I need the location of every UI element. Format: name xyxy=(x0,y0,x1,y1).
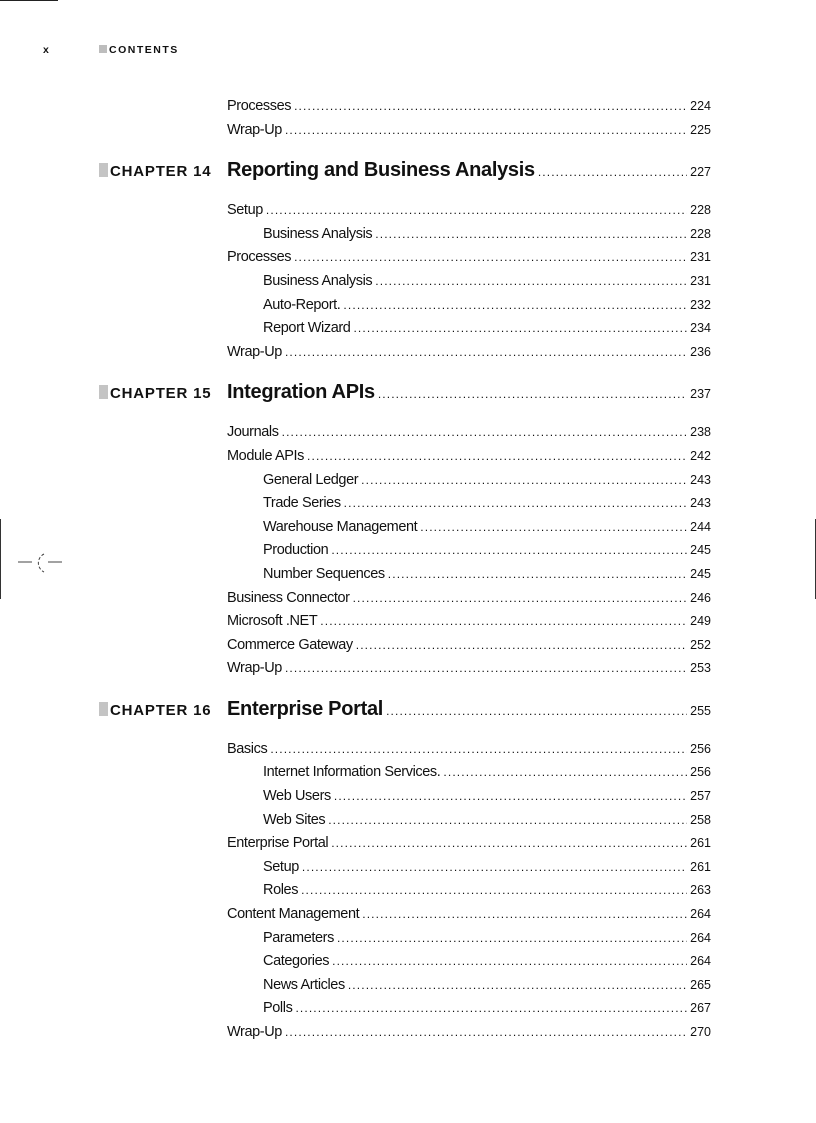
dot-leader xyxy=(443,765,687,779)
toc-subentry[interactable] xyxy=(263,566,711,582)
dot-leader xyxy=(285,1025,687,1039)
dot-leader xyxy=(285,661,687,675)
toc-section-entry[interactable] xyxy=(227,98,711,114)
dot-leader xyxy=(295,1001,687,1015)
toc-entry xyxy=(0,788,816,812)
toc-entry xyxy=(0,98,816,122)
toc-section-entry[interactable] xyxy=(227,660,711,676)
entry-title: Wrap-Up xyxy=(227,121,282,138)
entry-title: Business Analysis xyxy=(263,272,373,289)
chapter-heading xyxy=(0,157,816,192)
spacer xyxy=(0,414,816,424)
entry-page-number: 236 xyxy=(690,344,711,359)
entry-page-number: 243 xyxy=(690,496,711,511)
toc-section-entry[interactable] xyxy=(227,613,711,629)
toc-entry xyxy=(0,660,816,684)
entry-title: Wrap-Up xyxy=(227,1024,282,1040)
toc-section-entry[interactable] xyxy=(227,424,711,440)
chapter-page-number: 255 xyxy=(690,703,711,718)
toc-subentry[interactable] xyxy=(263,788,711,804)
toc-subentry[interactable] xyxy=(263,812,711,828)
entry-title: Parameters xyxy=(263,929,334,946)
dot-leader xyxy=(362,907,687,921)
entry-page-number: 256 xyxy=(690,765,711,780)
dot-leader xyxy=(332,954,687,968)
dot-leader xyxy=(386,704,687,718)
entry-title: Web Users xyxy=(263,788,331,805)
entry-title: Web Sites xyxy=(263,811,326,828)
toc-entry xyxy=(0,122,816,146)
entry-page-number: 264 xyxy=(690,954,711,969)
bullet-square-icon xyxy=(99,702,108,716)
dot-leader xyxy=(331,836,687,850)
dot-leader xyxy=(337,931,687,945)
entry-title: Module APIs xyxy=(227,447,305,464)
entry-page-number: 231 xyxy=(690,250,711,265)
toc-section-entry[interactable] xyxy=(227,344,711,360)
entry-title: Trade Series xyxy=(263,495,341,512)
entry-page-number: 244 xyxy=(690,519,711,534)
toc-entry xyxy=(0,741,816,765)
toc-entry xyxy=(0,519,816,543)
chapter-title-entry[interactable] xyxy=(227,381,711,404)
toc-section-entry[interactable] xyxy=(227,448,711,464)
entry-title: Internet Information Services. xyxy=(263,764,441,781)
entry-page-number: 267 xyxy=(690,1001,711,1016)
toc-entry xyxy=(0,472,816,496)
entry-title: Wrap-Up xyxy=(227,343,282,360)
chapter-title: Reporting and Business Analysis xyxy=(227,159,535,182)
toc-subentry[interactable] xyxy=(263,519,711,535)
entry-page-number: 246 xyxy=(690,590,711,605)
entry-title: Commerce Gateway xyxy=(227,636,353,653)
toc-entry xyxy=(0,297,816,321)
entry-title: Basics xyxy=(227,740,268,757)
entry-title: Production xyxy=(263,542,329,559)
toc-entry xyxy=(0,812,816,836)
toc-section-entry[interactable] xyxy=(227,249,711,265)
entry-page-number: 265 xyxy=(690,977,711,992)
bullet-square-icon xyxy=(99,385,108,399)
dot-leader xyxy=(320,614,687,628)
toc-section-entry[interactable] xyxy=(227,906,711,922)
dot-leader xyxy=(334,789,687,803)
entry-page-number: 228 xyxy=(690,226,711,241)
entry-page-number: 264 xyxy=(690,907,711,922)
toc-entry xyxy=(0,542,816,566)
entry-title: Content Management xyxy=(227,906,360,923)
chapter-page-number: 227 xyxy=(690,165,711,180)
toc-entry xyxy=(0,226,816,250)
dot-leader xyxy=(266,203,687,217)
entry-title: Polls xyxy=(263,1000,293,1017)
chapter-number: CHAPTER 15 xyxy=(110,385,212,403)
dot-leader xyxy=(331,543,687,557)
entry-page-number: 245 xyxy=(690,543,711,558)
chapter-page-number: 237 xyxy=(690,387,711,402)
chapter-label xyxy=(99,702,211,719)
entry-page-number: 243 xyxy=(690,472,711,487)
entry-title: Setup xyxy=(227,202,263,219)
entry-page-number: 256 xyxy=(690,741,711,756)
entry-title: Processes xyxy=(227,249,292,266)
entry-title: Wrap-Up xyxy=(227,660,282,677)
spacer xyxy=(0,192,816,202)
dot-leader xyxy=(344,496,687,510)
chapter-label xyxy=(99,163,211,180)
chapter-number: CHAPTER 14 xyxy=(110,163,212,181)
dot-leader xyxy=(538,165,687,179)
toc-subentry[interactable] xyxy=(263,953,711,969)
toc-section-entry[interactable] xyxy=(227,1024,711,1040)
table-of-contents xyxy=(0,98,816,1048)
entry-title: Number Sequences xyxy=(263,565,385,582)
entry-title: Business Analysis xyxy=(263,225,373,242)
entry-page-number: 263 xyxy=(690,883,711,898)
toc-section-entry[interactable] xyxy=(227,122,711,138)
entry-page-number: 252 xyxy=(690,637,711,652)
toc-entry xyxy=(0,1000,816,1024)
toc-entry xyxy=(0,835,816,859)
entry-page-number: 249 xyxy=(690,614,711,629)
entry-page-number: 261 xyxy=(690,836,711,851)
entry-page-number: 224 xyxy=(690,99,711,113)
toc-entry xyxy=(0,1024,816,1048)
entry-page-number: 228 xyxy=(690,203,711,218)
dot-leader xyxy=(328,813,687,827)
dot-leader xyxy=(375,227,687,241)
chapter-title-entry[interactable] xyxy=(227,159,711,182)
entry-page-number: 242 xyxy=(690,448,711,463)
toc-entry xyxy=(0,495,816,519)
dot-leader xyxy=(285,123,687,137)
chapter-title: Enterprise Portal xyxy=(227,697,384,720)
toc-subentry[interactable] xyxy=(263,495,711,511)
entry-title: Auto-Report. xyxy=(263,296,341,313)
dot-leader xyxy=(378,387,687,401)
page-number: x xyxy=(43,44,51,56)
entry-title: Setup xyxy=(263,858,299,875)
dot-leader xyxy=(348,978,687,992)
running-head xyxy=(43,44,179,56)
dot-leader xyxy=(294,99,687,113)
dot-leader xyxy=(270,742,687,756)
entry-page-number: 261 xyxy=(690,859,711,874)
toc-subentry[interactable] xyxy=(263,764,711,780)
entry-title: Enterprise Portal xyxy=(227,835,329,852)
entry-page-number: 270 xyxy=(690,1025,711,1039)
chapter-number: CHAPTER 16 xyxy=(110,701,212,719)
toc-subentry[interactable] xyxy=(263,226,711,242)
toc-entry xyxy=(0,764,816,788)
toc-subentry[interactable] xyxy=(263,859,711,875)
toc-entry xyxy=(0,953,816,977)
toc-entry xyxy=(0,859,816,883)
toc-entry xyxy=(0,448,816,472)
dot-leader xyxy=(302,860,687,874)
entry-page-number: 231 xyxy=(690,273,711,288)
toc-entry xyxy=(0,637,816,661)
chapter-title: Integration APIs xyxy=(227,381,375,404)
toc-entry xyxy=(0,202,816,226)
toc-entry xyxy=(0,344,816,368)
toc-subentry[interactable] xyxy=(263,882,711,898)
dot-leader xyxy=(285,345,687,359)
entry-title: Warehouse Management xyxy=(263,518,418,535)
toc-subentry[interactable] xyxy=(263,542,711,558)
entry-page-number: 232 xyxy=(690,297,711,312)
toc-subentry[interactable] xyxy=(263,297,711,313)
entry-title: Processes xyxy=(227,98,292,114)
toc-entry xyxy=(0,273,816,297)
entry-title: General Ledger xyxy=(263,471,359,488)
spacer xyxy=(0,731,816,741)
toc-section-entry[interactable] xyxy=(227,741,711,757)
entry-page-number: 258 xyxy=(690,812,711,827)
toc-entry xyxy=(0,320,816,344)
dot-leader xyxy=(353,591,688,605)
toc-entry xyxy=(0,424,816,448)
dot-leader xyxy=(388,567,687,581)
chapter-heading xyxy=(0,696,816,731)
dot-leader xyxy=(301,883,687,897)
dot-leader xyxy=(282,425,688,439)
dot-leader xyxy=(307,449,687,463)
dot-leader xyxy=(420,520,687,534)
toc-entry xyxy=(0,249,816,273)
toc-section-entry[interactable] xyxy=(227,835,711,851)
toc-entry xyxy=(0,977,816,1001)
chapter-heading xyxy=(0,379,816,414)
entry-page-number: 238 xyxy=(690,425,711,440)
entry-title: News Articles xyxy=(263,976,345,993)
toc-section-entry[interactable] xyxy=(227,590,711,606)
top-rule xyxy=(0,0,58,1)
entry-title: Report Wizard xyxy=(263,320,351,337)
entry-page-number: 253 xyxy=(690,661,711,676)
dot-leader xyxy=(353,321,687,335)
dot-leader xyxy=(294,250,687,264)
toc-entry xyxy=(0,906,816,930)
entry-page-number: 257 xyxy=(690,789,711,804)
toc-entry xyxy=(0,590,816,614)
entry-page-number: 225 xyxy=(690,122,711,137)
entry-title: Categories xyxy=(263,953,330,970)
entry-title: Roles xyxy=(263,882,299,899)
entry-title: Journals xyxy=(227,424,279,441)
chapter-title-entry[interactable] xyxy=(227,698,711,721)
entry-page-number: 245 xyxy=(690,566,711,581)
toc-subentry[interactable] xyxy=(263,930,711,946)
bullet-square-icon xyxy=(99,163,108,177)
toc-subentry[interactable] xyxy=(263,273,711,289)
dot-leader xyxy=(356,638,687,652)
toc-section-entry[interactable] xyxy=(227,202,711,218)
bullet-square-icon xyxy=(99,45,107,53)
entry-page-number: 234 xyxy=(690,321,711,336)
dot-leader xyxy=(375,274,687,288)
toc-subentry[interactable] xyxy=(263,320,711,336)
chapter-label xyxy=(99,385,211,402)
dot-leader xyxy=(343,298,687,312)
toc-section-entry[interactable] xyxy=(227,637,711,653)
entry-title: Business Connector xyxy=(227,589,350,606)
toc-entry xyxy=(0,613,816,637)
entry-title: Microsoft .NET xyxy=(227,613,318,630)
toc-subentry[interactable] xyxy=(263,977,711,993)
dot-leader xyxy=(361,473,687,487)
section-title: CONTENTS xyxy=(109,44,179,56)
toc-entry xyxy=(0,930,816,954)
entry-page-number: 264 xyxy=(690,930,711,945)
toc-subentry[interactable] xyxy=(263,1000,711,1016)
toc-entry xyxy=(0,882,816,906)
toc-entry xyxy=(0,566,816,590)
toc-subentry[interactable] xyxy=(263,472,711,488)
